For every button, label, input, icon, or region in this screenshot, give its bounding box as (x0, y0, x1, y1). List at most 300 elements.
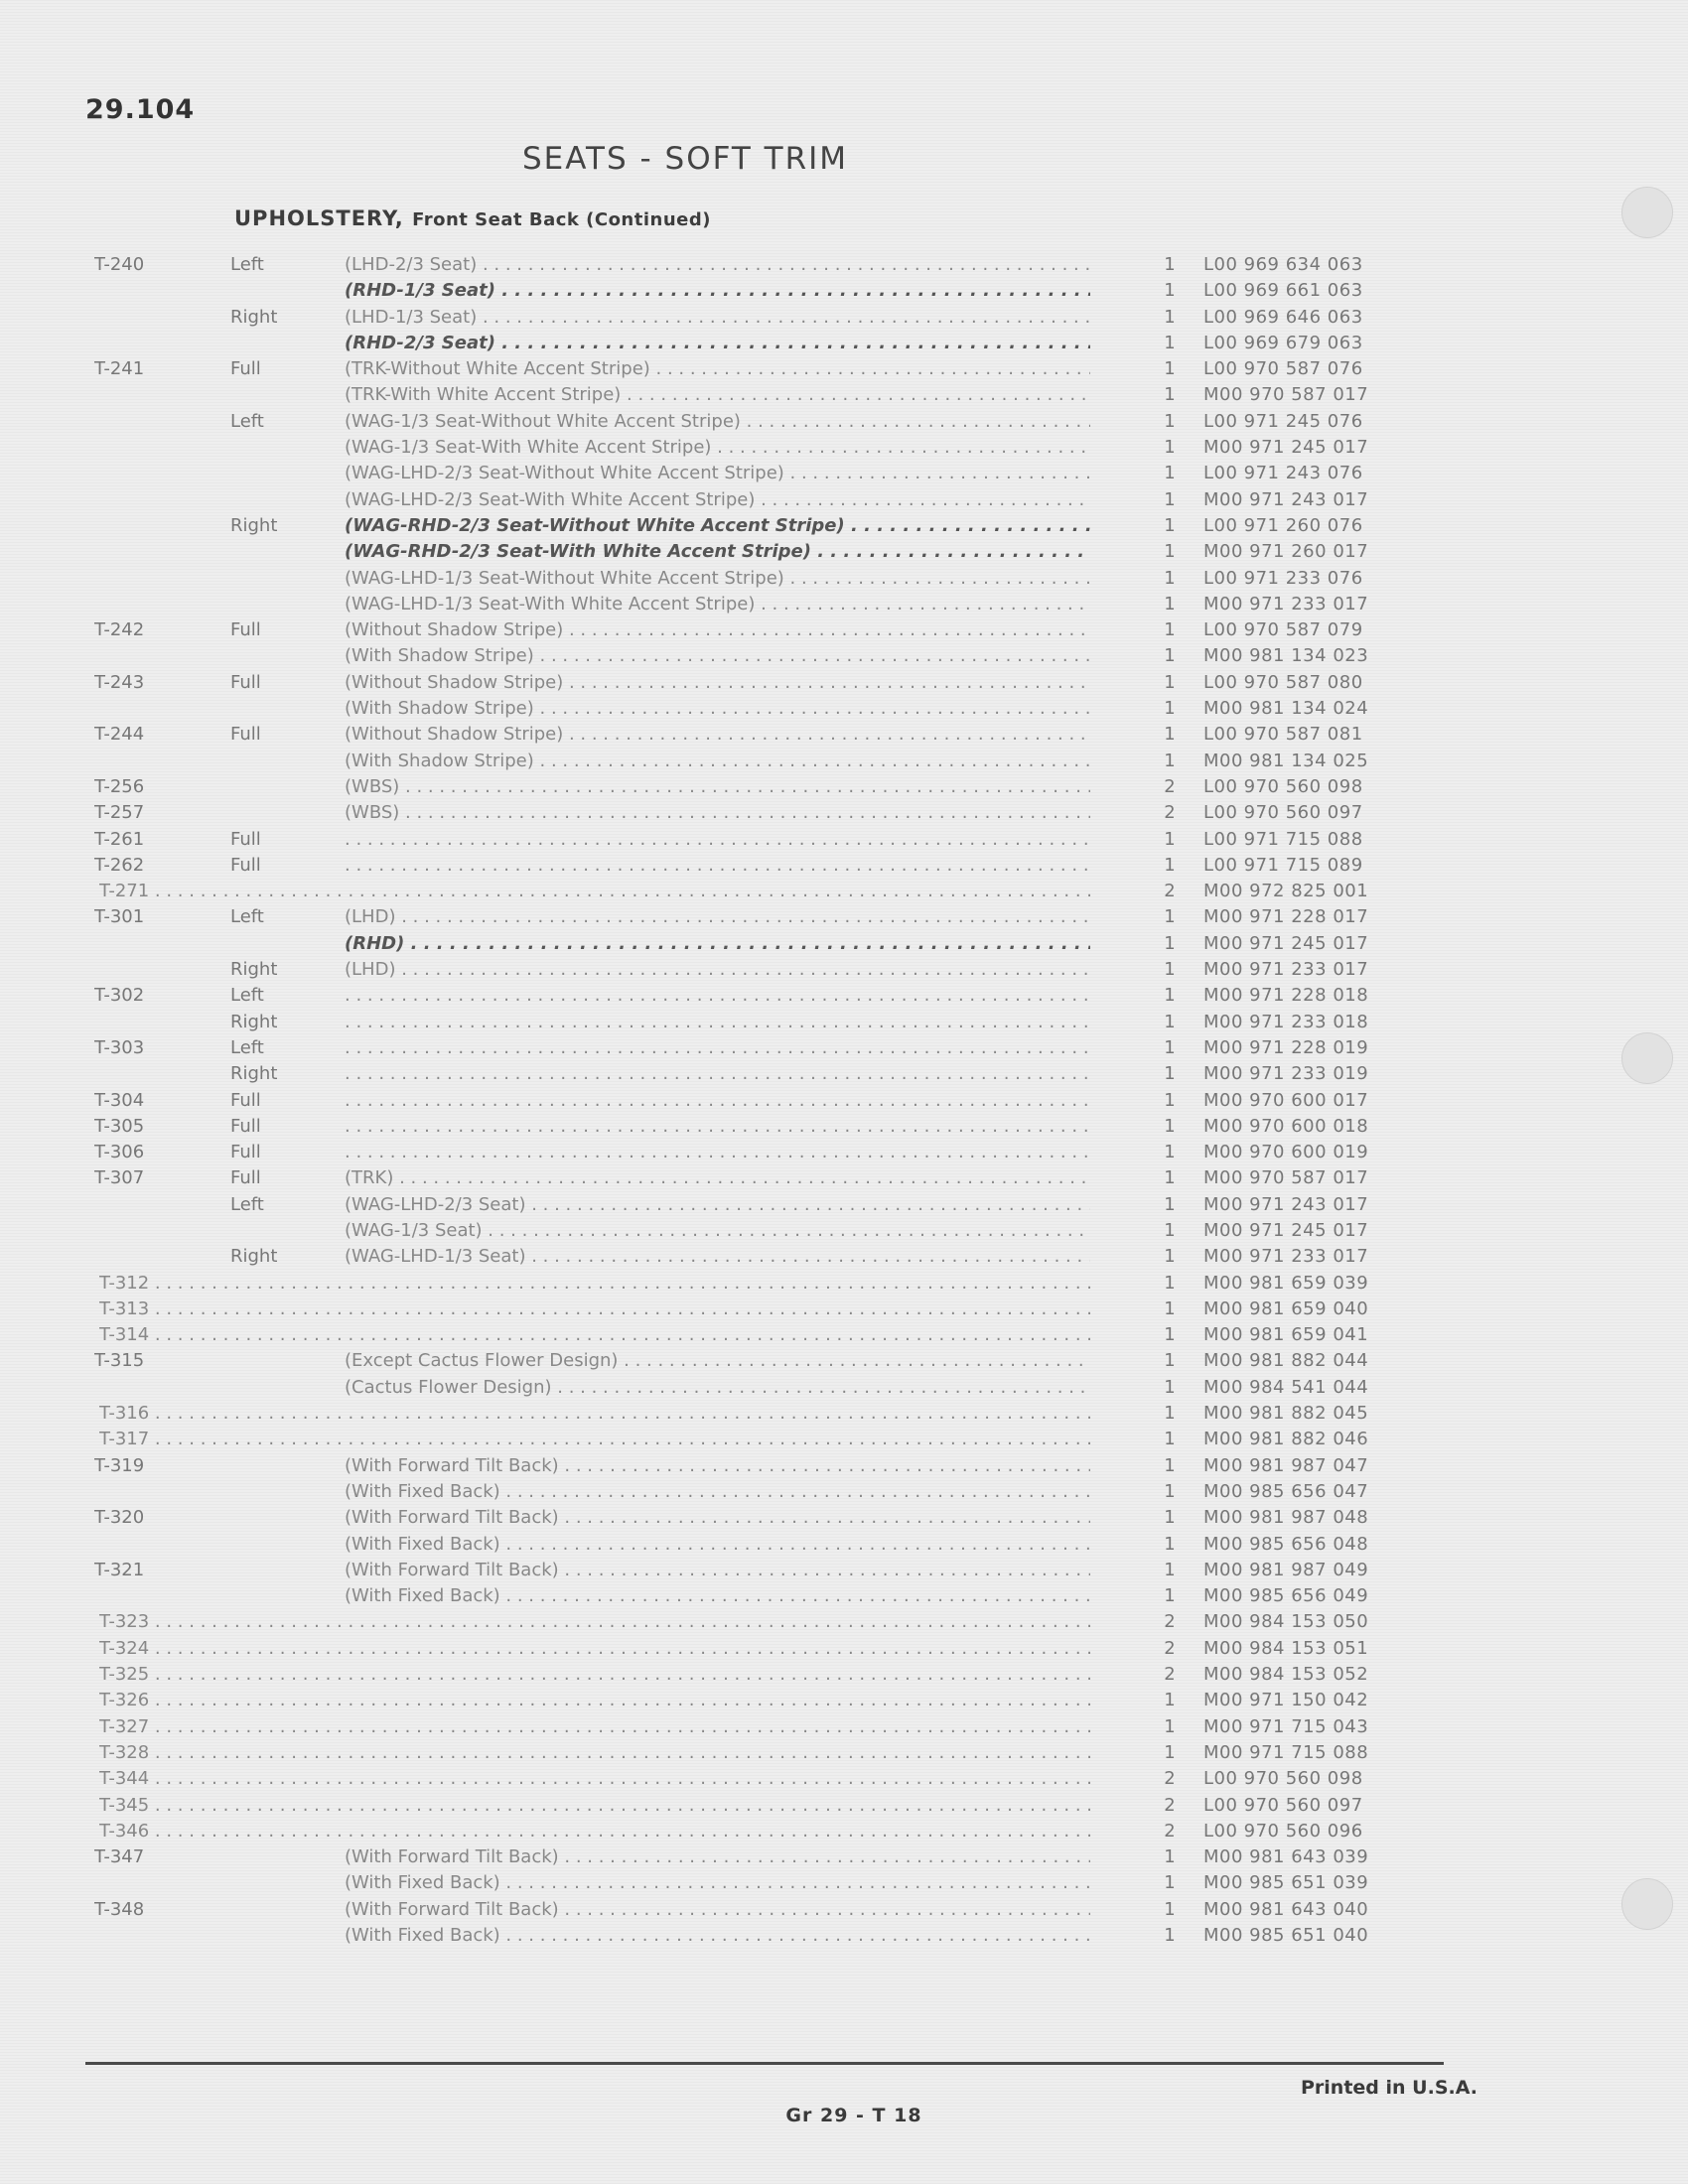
table-row (0, 643, 1688, 669)
catalog-part-number: M00 981 659 041 (1203, 1324, 1369, 1346)
description: (RHD) . . . (345, 931, 1090, 957)
part-number: T-324 . . . (99, 1636, 1090, 1662)
side-label: Left (230, 410, 264, 432)
catalog-part-number: M00 971 228 019 (1203, 1036, 1369, 1058)
table-row (0, 931, 1688, 957)
description: (With Shadow Stripe) . . . (345, 696, 1090, 722)
description: (TRK) . . . (345, 1165, 1090, 1191)
catalog-part-number: M00 971 233 017 (1203, 593, 1369, 614)
description: (With Fixed Back) . . . (345, 1923, 1090, 1949)
table-row (0, 800, 1688, 826)
table-row (0, 252, 1688, 278)
description: (WAG-LHD-2/3 Seat) . . . (345, 1192, 1090, 1218)
leader-dots (345, 1010, 1090, 1035)
quantity: 1 (1164, 384, 1176, 406)
table-row (0, 957, 1688, 983)
side-label: Left (230, 254, 264, 275)
table-row (0, 774, 1688, 800)
table-row (0, 1558, 1688, 1583)
table-row (0, 1636, 1688, 1662)
catalog-part-number: L00 971 245 076 (1203, 410, 1363, 432)
table-row (0, 696, 1688, 722)
table-row (0, 1348, 1688, 1374)
table-row (0, 1375, 1688, 1401)
page-number: 29.104 (85, 94, 196, 125)
side-label: Right (230, 1246, 278, 1268)
catalog-part-number: L00 971 715 088 (1203, 828, 1363, 850)
side-label: Full (230, 671, 261, 693)
catalog-part-number: M00 970 600 018 (1203, 1115, 1369, 1137)
description: (With Shadow Stripe) . . . (345, 643, 1090, 669)
part-number: T-241 (94, 358, 145, 380)
quantity: 1 (1164, 488, 1176, 510)
quantity: 2 (1164, 1611, 1176, 1633)
catalog-part-number: L00 970 587 080 (1203, 671, 1363, 693)
part-number: T-327 . . . (99, 1714, 1090, 1740)
table-row (0, 1061, 1688, 1087)
subheading-sub: Front Seat Back (Continued) (412, 209, 711, 230)
catalog-part-number: M00 971 228 017 (1203, 906, 1369, 928)
table-row (0, 1844, 1688, 1870)
quantity: 1 (1164, 332, 1176, 353)
table-row (0, 617, 1688, 643)
side-label: Full (230, 619, 261, 641)
catalog-part-number: M00 981 643 040 (1203, 1898, 1369, 1920)
description: (WAG-LHD-2/3 Seat-With White Accent Stripe) . . . (345, 487, 1090, 513)
description: (LHD-2/3 Seat) . . . (345, 252, 1090, 278)
table-row (0, 1479, 1688, 1505)
subheading (234, 206, 711, 230)
description: (LHD-1/3 Seat) . . . (345, 305, 1090, 331)
table-row (0, 1322, 1688, 1348)
part-number: T-307 (94, 1167, 145, 1189)
quantity: 1 (1164, 1246, 1176, 1268)
quantity: 1 (1164, 698, 1176, 720)
quantity: 1 (1164, 1925, 1176, 1946)
catalog-part-number: L00 969 661 063 (1203, 280, 1363, 302)
section-title: SEATS - SOFT TRIM (521, 141, 849, 177)
side-label: Right (230, 1063, 278, 1085)
description: (With Forward Tilt Back) . . . (345, 1453, 1090, 1479)
catalog-part-number: M00 981 987 047 (1203, 1454, 1369, 1476)
quantity: 1 (1164, 514, 1176, 536)
side-label: Full (230, 1167, 261, 1189)
part-number: T-316 . . . (99, 1401, 1090, 1427)
table-row (0, 1897, 1688, 1923)
side-label: Right (230, 306, 278, 328)
table-row (0, 305, 1688, 331)
quantity: 1 (1164, 1559, 1176, 1580)
part-number: T-328 . . . (99, 1740, 1090, 1766)
description: (With Fixed Back) . . . (345, 1479, 1090, 1505)
part-number: T-312 . . . (99, 1271, 1090, 1297)
quantity: 1 (1164, 1297, 1176, 1319)
table-row (0, 461, 1688, 486)
quantity: 1 (1164, 1872, 1176, 1894)
table-row (0, 1088, 1688, 1114)
quantity: 1 (1164, 1089, 1176, 1111)
catalog-part-number: M00 985 651 039 (1203, 1872, 1369, 1894)
leader-dots (345, 1114, 1090, 1140)
leader-dots (345, 1035, 1090, 1061)
part-number: T-317 . . . (99, 1427, 1090, 1452)
quantity: 1 (1164, 1429, 1176, 1450)
catalog-part-number: M00 972 825 001 (1203, 881, 1369, 902)
table-row (0, 566, 1688, 592)
leader-dots (345, 853, 1090, 879)
part-number: T-240 (94, 254, 145, 275)
part-number: T-325 . . . (99, 1662, 1090, 1688)
catalog-part-number: M00 971 245 017 (1203, 932, 1369, 954)
quantity: 1 (1164, 1272, 1176, 1294)
description: (TRK-With White Accent Stripe) . . . (345, 382, 1090, 408)
quantity: 1 (1164, 671, 1176, 693)
quantity: 1 (1164, 1193, 1176, 1215)
quantity: 1 (1164, 567, 1176, 589)
table-row (0, 1401, 1688, 1427)
table-row (0, 1923, 1688, 1949)
quantity: 1 (1164, 306, 1176, 328)
quantity: 1 (1164, 1376, 1176, 1398)
quantity: 1 (1164, 1690, 1176, 1711)
catalog-part-number: M00 981 134 025 (1203, 750, 1369, 771)
catalog-part-number: M00 981 643 039 (1203, 1846, 1369, 1868)
description: (WAG-1/3 Seat-Without White Accent Stripe) . . . (345, 409, 1090, 435)
catalog-part-number: M00 981 134 024 (1203, 698, 1369, 720)
catalog-part-number: M00 971 715 043 (1203, 1715, 1369, 1737)
catalog-part-number: L00 969 679 063 (1203, 332, 1363, 353)
description: (Without Shadow Stripe) . . . (345, 617, 1090, 643)
part-number: T-261 (94, 828, 145, 850)
quantity: 2 (1164, 802, 1176, 824)
quantity: 1 (1164, 358, 1176, 380)
table-row (0, 1010, 1688, 1035)
quantity: 2 (1164, 1637, 1176, 1659)
quantity: 2 (1164, 1768, 1176, 1790)
table-row (0, 1793, 1688, 1819)
table-row (0, 435, 1688, 461)
group-reference: Gr 29 - T 18 (785, 2105, 922, 2126)
side-label: Left (230, 1036, 264, 1058)
side-label: Right (230, 514, 278, 536)
table-row (0, 278, 1688, 304)
part-number: T-314 . . . (99, 1322, 1090, 1348)
quantity: 1 (1164, 541, 1176, 563)
catalog-part-number: M00 985 656 049 (1203, 1585, 1369, 1607)
part-number: T-344 . . . (99, 1766, 1090, 1792)
part-number: T-302 (94, 985, 145, 1007)
quantity: 2 (1164, 775, 1176, 797)
table-row (0, 670, 1688, 696)
part-number: T-326 . . . (99, 1688, 1090, 1713)
description: (Without Shadow Stripe) . . . (345, 670, 1090, 696)
quantity: 2 (1164, 1820, 1176, 1842)
quantity: 1 (1164, 1036, 1176, 1058)
table-row (0, 1714, 1688, 1740)
quantity: 1 (1164, 854, 1176, 876)
catalog-part-number: L00 969 634 063 (1203, 254, 1363, 275)
description: (With Fixed Back) . . . (345, 1532, 1090, 1558)
part-number: T-256 (94, 775, 145, 797)
description: (WAG-1/3 Seat-With White Accent Stripe) . . . (345, 435, 1090, 461)
quantity: 1 (1164, 1585, 1176, 1607)
part-number: T-242 (94, 619, 145, 641)
quantity: 2 (1164, 881, 1176, 902)
quantity: 1 (1164, 959, 1176, 981)
catalog-part-number: M00 971 243 017 (1203, 1193, 1369, 1215)
catalog-part-number: M00 985 656 047 (1203, 1480, 1369, 1502)
part-number: T-303 (94, 1036, 145, 1058)
quantity: 1 (1164, 1324, 1176, 1346)
quantity: 1 (1164, 750, 1176, 771)
table-row (0, 749, 1688, 774)
table-row (0, 722, 1688, 748)
table-row (0, 487, 1688, 513)
table-row (0, 1453, 1688, 1479)
side-label: Full (230, 1142, 261, 1163)
side-label: Left (230, 985, 264, 1007)
quantity: 2 (1164, 1794, 1176, 1816)
side-label: Full (230, 724, 261, 746)
catalog-part-number: M00 971 233 018 (1203, 1011, 1369, 1032)
table-row (0, 331, 1688, 356)
catalog-part-number: M00 970 600 019 (1203, 1142, 1369, 1163)
part-number: T-347 (94, 1846, 145, 1868)
part-number: T-306 (94, 1142, 145, 1163)
description: (WBS) . . . (345, 774, 1090, 800)
quantity: 1 (1164, 410, 1176, 432)
catalog-part-number: M00 970 587 017 (1203, 384, 1369, 406)
catalog-part-number: M00 981 987 048 (1203, 1507, 1369, 1529)
quantity: 1 (1164, 1350, 1176, 1372)
table-row (0, 904, 1688, 930)
table-row (0, 1819, 1688, 1844)
table-row (0, 1609, 1688, 1635)
quantity: 1 (1164, 619, 1176, 641)
table-row (0, 1766, 1688, 1792)
description: (With Forward Tilt Back) . . . (345, 1844, 1090, 1870)
description: (Without Shadow Stripe) . . . (345, 722, 1090, 748)
table-row (0, 1505, 1688, 1531)
catalog-part-number: L00 971 260 076 (1203, 514, 1363, 536)
catalog-part-number: M00 981 659 039 (1203, 1272, 1369, 1294)
table-row (0, 1297, 1688, 1322)
table-row (0, 1114, 1688, 1140)
quantity: 1 (1164, 1454, 1176, 1476)
part-number: T-348 (94, 1898, 145, 1920)
catalog-part-number: M00 971 228 018 (1203, 985, 1369, 1007)
table-row (0, 513, 1688, 539)
table-row (0, 1870, 1688, 1896)
part-number: T-315 (94, 1350, 145, 1372)
catalog-part-number: L00 970 560 096 (1203, 1820, 1363, 1842)
table-row (0, 1140, 1688, 1165)
quantity: 1 (1164, 254, 1176, 275)
description: (WAG-LHD-1/3 Seat-Without White Accent Stripe) . . . (345, 566, 1090, 592)
table-row (0, 827, 1688, 853)
part-number: T-262 (94, 854, 145, 876)
catalog-part-number: M00 984 153 050 (1203, 1611, 1369, 1633)
catalog-part-number: L00 970 560 097 (1203, 1794, 1363, 1816)
side-label: Left (230, 1193, 264, 1215)
catalog-part-number: L00 970 560 097 (1203, 802, 1363, 824)
table-row (0, 1688, 1688, 1713)
quantity: 1 (1164, 724, 1176, 746)
catalog-part-number: M00 971 245 017 (1203, 1219, 1369, 1241)
catalog-part-number: M00 971 233 017 (1203, 959, 1369, 981)
table-row (0, 1427, 1688, 1452)
leader-dots (345, 827, 1090, 853)
description: (WAG-LHD-1/3 Seat) . . . (345, 1244, 1090, 1270)
description: (With Forward Tilt Back) . . . (345, 1558, 1090, 1583)
side-label: Full (230, 854, 261, 876)
description: (WBS) . . . (345, 800, 1090, 826)
description: (RHD-2/3 Seat) . . . (345, 331, 1090, 356)
table-row (0, 1532, 1688, 1558)
quantity: 1 (1164, 1898, 1176, 1920)
quantity: 1 (1164, 1167, 1176, 1189)
table-row (0, 539, 1688, 565)
catalog-part-number: M00 971 260 017 (1203, 541, 1369, 563)
table-row (0, 1271, 1688, 1297)
catalog-part-number: M00 970 587 017 (1203, 1167, 1369, 1189)
quantity: 1 (1164, 645, 1176, 667)
part-number: T-244 (94, 724, 145, 746)
catalog-part-number: L00 970 587 079 (1203, 619, 1363, 641)
catalog-part-number: M00 971 245 017 (1203, 437, 1369, 459)
description: (WAG-1/3 Seat) . . . (345, 1218, 1090, 1244)
catalog-part-number: M00 981 882 046 (1203, 1429, 1369, 1450)
side-label: Full (230, 1089, 261, 1111)
part-number: T-320 (94, 1507, 145, 1529)
quantity: 1 (1164, 1846, 1176, 1868)
leader-dots (345, 1088, 1090, 1114)
footer-divider (85, 2062, 1444, 2065)
quantity: 1 (1164, 985, 1176, 1007)
leader-dots (345, 983, 1090, 1009)
catalog-part-number: M00 985 651 040 (1203, 1925, 1369, 1946)
quantity: 1 (1164, 1011, 1176, 1032)
quantity: 1 (1164, 1715, 1176, 1737)
catalog-part-number: L00 970 587 081 (1203, 724, 1363, 746)
table-row (0, 1740, 1688, 1766)
leader-dots (345, 1140, 1090, 1165)
table-row (0, 1035, 1688, 1061)
catalog-part-number: M00 984 153 052 (1203, 1664, 1369, 1686)
description: (RHD-1/3 Seat) . . . (345, 278, 1090, 304)
table-row (0, 592, 1688, 617)
side-label: Right (230, 1011, 278, 1032)
quantity: 1 (1164, 437, 1176, 459)
side-label: Full (230, 358, 261, 380)
quantity: 1 (1164, 1533, 1176, 1555)
quantity: 1 (1164, 828, 1176, 850)
part-number: T-346 . . . (99, 1819, 1090, 1844)
table-row (0, 356, 1688, 382)
quantity: 1 (1164, 463, 1176, 484)
table-row (0, 1662, 1688, 1688)
part-number: T-243 (94, 671, 145, 693)
catalog-part-number: M00 971 150 042 (1203, 1690, 1369, 1711)
description: (TRK-Without White Accent Stripe) . . . (345, 356, 1090, 382)
side-label: Full (230, 1115, 261, 1137)
description: (WAG-RHD-2/3 Seat-Without White Accent Stripe) . . . (345, 513, 1090, 539)
table-row (0, 1583, 1688, 1609)
part-number: T-301 (94, 906, 145, 928)
quantity: 1 (1164, 1480, 1176, 1502)
binder-hole-icon (1621, 187, 1673, 238)
catalog-part-number: M00 971 243 017 (1203, 488, 1369, 510)
quantity: 1 (1164, 280, 1176, 302)
catalog-part-number: L00 970 587 076 (1203, 358, 1363, 380)
quantity: 1 (1164, 1219, 1176, 1241)
part-number: T-321 (94, 1559, 145, 1580)
description: (WAG-LHD-1/3 Seat-With White Accent Stripe) . . . (345, 592, 1090, 617)
printed-in-usa: Printed in U.S.A. (1301, 2077, 1477, 2099)
description: (With Fixed Back) . . . (345, 1870, 1090, 1896)
quantity: 1 (1164, 1063, 1176, 1085)
quantity: 1 (1164, 1115, 1176, 1137)
catalog-part-number: L00 971 233 076 (1203, 567, 1363, 589)
catalog-part-number: M00 971 233 017 (1203, 1246, 1369, 1268)
side-label: Left (230, 906, 264, 928)
subheading-main: UPHOLSTERY, (234, 206, 404, 230)
quantity: 1 (1164, 906, 1176, 928)
side-label: Right (230, 959, 278, 981)
catalog-part-number: L00 970 560 098 (1203, 1768, 1363, 1790)
description: (With Forward Tilt Back) . . . (345, 1505, 1090, 1531)
quantity: 1 (1164, 1142, 1176, 1163)
table-row (0, 1192, 1688, 1218)
quantity: 1 (1164, 1507, 1176, 1529)
catalog-part-number: L00 969 646 063 (1203, 306, 1363, 328)
catalog-part-number: M00 971 715 088 (1203, 1741, 1369, 1763)
catalog-part-number: M00 984 541 044 (1203, 1376, 1369, 1398)
catalog-part-number: L00 971 243 076 (1203, 463, 1363, 484)
part-number: T-305 (94, 1115, 145, 1137)
quantity: 2 (1164, 1664, 1176, 1686)
table-row (0, 879, 1688, 904)
parts-list (0, 252, 1688, 1949)
catalog-part-number: L00 971 715 089 (1203, 854, 1363, 876)
catalog-part-number: M00 981 882 045 (1203, 1403, 1369, 1425)
table-row (0, 409, 1688, 435)
description: (WAG-LHD-2/3 Seat-Without White Accent Stripe) . . . (345, 461, 1090, 486)
table-row (0, 983, 1688, 1009)
description: (With Forward Tilt Back) . . . (345, 1897, 1090, 1923)
part-number: T-271 . . . (99, 879, 1090, 904)
catalog-part-number: M00 970 600 017 (1203, 1089, 1369, 1111)
table-row (0, 1165, 1688, 1191)
catalog-part-number: M00 984 153 051 (1203, 1637, 1369, 1659)
catalog-part-number: M00 981 882 044 (1203, 1350, 1369, 1372)
description: (WAG-RHD-2/3 Seat-With White Accent Stripe) . . . (345, 539, 1090, 565)
description: (LHD) . . . (345, 957, 1090, 983)
catalog-part-number: M00 981 987 049 (1203, 1559, 1369, 1580)
table-row (0, 1244, 1688, 1270)
side-label: Full (230, 828, 261, 850)
part-number: T-345 . . . (99, 1793, 1090, 1819)
part-number: T-257 (94, 802, 145, 824)
catalog-part-number: M00 981 659 040 (1203, 1297, 1369, 1319)
description: (Cactus Flower Design) . . . (345, 1375, 1090, 1401)
description: (LHD) . . . (345, 904, 1090, 930)
catalog-part-number: M00 981 134 023 (1203, 645, 1369, 667)
table-row (0, 853, 1688, 879)
quantity: 1 (1164, 1403, 1176, 1425)
quantity: 1 (1164, 593, 1176, 614)
catalog-part-number: L00 970 560 098 (1203, 775, 1363, 797)
